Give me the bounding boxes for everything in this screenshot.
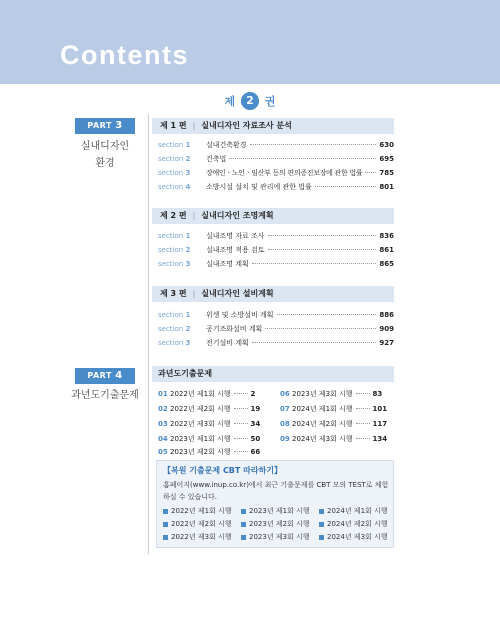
section-label <box>158 258 206 270</box>
exam-item[interactable] <box>158 433 260 445</box>
exam-item[interactable] <box>158 388 255 400</box>
section-title: 건축법 <box>206 155 227 163</box>
bullet-square-icon <box>163 535 168 540</box>
exam-item[interactable] <box>158 418 260 430</box>
leader-dots <box>268 244 377 250</box>
toc-row[interactable] <box>158 153 394 165</box>
cbt-exam-label: 2022년 제3회 시행 <box>171 533 232 541</box>
leader-dots <box>277 309 377 315</box>
part-3-badge <box>75 118 135 134</box>
page-number: 134 <box>372 435 388 443</box>
section-number: 2 <box>185 155 191 163</box>
exam-title: 2022년 제1회 시행 <box>170 390 231 398</box>
exam-title: 2024년 제1회 시행 <box>292 405 353 413</box>
section-label <box>158 181 206 193</box>
section-label <box>158 244 206 256</box>
part-name-line2: 환경 <box>95 158 115 169</box>
exam-number: 01 <box>158 390 168 398</box>
cbt-title: 【복원 기출문제 CBT 따라하기】 <box>163 466 283 475</box>
section-title: 실내조명 자료 조사 <box>206 232 265 240</box>
cbt-info-box <box>156 460 394 548</box>
leader-dots <box>365 167 376 173</box>
page-number: 83 <box>372 390 383 398</box>
leader-dots <box>252 337 377 343</box>
section-title: 장애인ㆍ노인ㆍ임산부 등의 편의증진보장에 관한 법률 <box>206 169 363 177</box>
toc-row[interactable] <box>158 181 394 193</box>
section-number: 4 <box>185 183 191 191</box>
part-name-line1: 과년도기출문제 <box>71 390 139 401</box>
page-number: 695 <box>379 155 394 163</box>
exam-number: 05 <box>158 448 168 456</box>
chapter-label: 제 1 편 <box>160 121 187 130</box>
cbt-exam-link[interactable] <box>319 532 388 542</box>
bullet-square-icon <box>241 535 246 540</box>
cbt-exam-link[interactable] <box>241 532 310 542</box>
bullet-square-icon <box>319 522 324 527</box>
toc-row[interactable] <box>158 244 394 256</box>
leader-dots <box>356 418 370 424</box>
bullet-square-icon <box>241 509 246 514</box>
cbt-exam-label: 2024년 제3회 시행 <box>327 533 388 541</box>
cbt-description: 홈페이지(www.inup.co.kr)에서 최근 기출문제를 CBT 모의 TEST로 체험하실 수 있습니다. <box>163 481 389 501</box>
page-number: 2 <box>250 390 256 398</box>
chapter-label: 제 3 편 <box>160 289 187 298</box>
section-title: 실내조명 계획 <box>206 260 249 268</box>
exams-band: 과년도기출문제 <box>152 366 394 382</box>
exam-item[interactable] <box>280 418 387 430</box>
leader-dots <box>234 433 248 439</box>
toc-row[interactable] <box>158 230 394 242</box>
section-word: section <box>158 183 184 191</box>
bullet-square-icon <box>163 509 168 514</box>
cbt-exam-label: 2022년 제1회 시행 <box>171 507 232 515</box>
exam-item[interactable] <box>280 403 387 415</box>
page-number: 19 <box>250 405 261 413</box>
part-name-line1: 실내디자인 <box>80 141 130 152</box>
chapter-1-band <box>152 118 394 134</box>
cbt-exam-link[interactable] <box>163 506 232 516</box>
page-number: 630 <box>379 141 394 149</box>
page-number: 50 <box>250 435 261 443</box>
chapter-2-band <box>152 208 394 224</box>
part-number: 4 <box>115 370 123 381</box>
leader-dots <box>234 418 248 424</box>
toc-row[interactable] <box>158 139 394 151</box>
page-number: 66 <box>250 448 261 456</box>
toc-row[interactable] <box>158 167 394 179</box>
leader-dots <box>234 403 248 409</box>
page-number: 785 <box>379 169 394 177</box>
part-label: PART <box>87 371 112 380</box>
cbt-exam-link[interactable] <box>319 519 388 529</box>
section-title: 전기설비 계획 <box>206 339 249 347</box>
leader-dots <box>234 388 248 394</box>
exam-title: 2024년 제2회 시행 <box>292 420 353 428</box>
leader-dots <box>265 323 376 329</box>
exam-item[interactable] <box>158 403 260 415</box>
leader-dots <box>229 153 376 159</box>
section-label <box>158 337 206 349</box>
header-banner <box>0 0 500 84</box>
part-4-badge <box>75 368 135 384</box>
page-number: 861 <box>379 246 394 254</box>
toc-row[interactable] <box>158 309 394 321</box>
section-number: 1 <box>185 232 191 240</box>
section-word: section <box>158 325 184 333</box>
exam-number: 06 <box>280 390 290 398</box>
leader-dots <box>268 230 377 236</box>
exam-title: 2023년 제2회 시행 <box>170 448 231 456</box>
leader-dots <box>250 139 377 145</box>
section-label <box>158 230 206 242</box>
section-number: 2 <box>185 325 191 333</box>
section-title: 소방시설 설치 및 관리에 관한 법률 <box>206 183 312 191</box>
cbt-exam-label: 2024년 제1회 시행 <box>327 507 388 515</box>
part-4-name <box>60 387 150 404</box>
page-number: 909 <box>379 325 394 333</box>
cbt-exam-label: 2024년 제2회 시행 <box>327 520 388 528</box>
cbt-exam-link[interactable] <box>241 506 310 516</box>
section-title: 위생 및 소방설비 계획 <box>206 311 274 319</box>
section-number: 2 <box>185 246 191 254</box>
exam-number: 02 <box>158 405 168 413</box>
cbt-exam-link[interactable] <box>163 519 232 529</box>
section-label <box>158 309 206 321</box>
cbt-exam-label: 2023년 제2회 시행 <box>249 520 310 528</box>
chapter-separator: | <box>192 121 196 130</box>
section-word: section <box>158 169 184 177</box>
chapter-title: 실내디자인 조명계획 <box>201 211 274 220</box>
section-number: 3 <box>185 260 191 268</box>
section-number: 3 <box>185 169 191 177</box>
section-word: section <box>158 339 184 347</box>
page-number: 927 <box>379 339 394 347</box>
exam-title: 2022년 제2회 시행 <box>170 405 231 413</box>
leader-dots <box>356 403 370 409</box>
toc-row[interactable] <box>158 337 394 349</box>
volume-number-badge: 2 <box>241 92 259 110</box>
exam-number: 09 <box>280 435 290 443</box>
exam-title: 2023년 제1회 시행 <box>170 435 231 443</box>
page-number: 836 <box>379 232 394 240</box>
section-word: section <box>158 155 184 163</box>
page-number: 865 <box>379 260 394 268</box>
exam-number: 03 <box>158 420 168 428</box>
leader-dots <box>315 181 377 187</box>
exam-number: 08 <box>280 420 290 428</box>
cbt-exam-link[interactable] <box>163 532 232 542</box>
toc-row[interactable] <box>158 323 394 335</box>
section-word: section <box>158 246 184 254</box>
volume-prefix: 제 <box>224 95 236 108</box>
page-number: 101 <box>372 405 388 413</box>
section-title: 실내건축환경 <box>206 141 247 149</box>
part-label: PART <box>87 121 112 130</box>
section-title: 실내조명 적용 검토 <box>206 246 265 254</box>
chapter-3-band <box>152 286 394 302</box>
exam-title: 2023년 제3회 시행 <box>292 390 353 398</box>
leader-dots <box>356 433 370 439</box>
exam-title: 2024년 제3회 시행 <box>292 435 353 443</box>
section-label <box>158 323 206 335</box>
cbt-exam-label: 2023년 제1회 시행 <box>249 507 310 515</box>
section-number: 1 <box>185 141 191 149</box>
section-number: 1 <box>185 311 191 319</box>
divider-line <box>148 114 149 554</box>
cbt-exam-link[interactable] <box>241 519 310 529</box>
section-number: 3 <box>185 339 191 347</box>
section-word: section <box>158 141 184 149</box>
exam-number: 07 <box>280 405 290 413</box>
bullet-square-icon <box>241 522 246 527</box>
exam-item[interactable] <box>280 388 382 400</box>
exam-number: 04 <box>158 435 168 443</box>
chapter-label: 제 2 편 <box>160 211 187 220</box>
exam-title: 2022년 제3회 시행 <box>170 420 231 428</box>
volume-suffix: 권 <box>264 95 276 108</box>
section-title: 공기조화설비 계획 <box>206 325 263 333</box>
chapter-separator: | <box>192 289 196 298</box>
section-label <box>158 139 206 151</box>
section-label <box>158 153 206 165</box>
part-3-name <box>60 138 150 172</box>
page-number: 117 <box>372 420 388 428</box>
section-label <box>158 167 206 179</box>
bullet-square-icon <box>319 535 324 540</box>
bullet-square-icon <box>163 522 168 527</box>
exam-item[interactable] <box>158 446 260 458</box>
cbt-exam-label: 2023년 제3회 시행 <box>249 533 310 541</box>
toc-row[interactable] <box>158 258 394 270</box>
bullet-square-icon <box>319 509 324 514</box>
chapter-separator: | <box>192 211 196 220</box>
exam-item[interactable] <box>280 433 387 445</box>
cbt-exam-link[interactable] <box>319 506 388 516</box>
cbt-exam-label: 2022년 제2회 시행 <box>171 520 232 528</box>
section-word: section <box>158 260 184 268</box>
leader-dots <box>252 258 377 264</box>
section-word: section <box>158 311 184 319</box>
section-word: section <box>158 232 184 240</box>
page-title: Contents <box>60 40 189 70</box>
leader-dots <box>356 388 370 394</box>
part-number: 3 <box>115 120 123 131</box>
page-number: 801 <box>379 183 394 191</box>
page-number: 886 <box>379 311 394 319</box>
leader-dots <box>234 446 248 452</box>
chapter-title: 실내디자인 자료조사 분석 <box>201 121 292 130</box>
volume-label <box>0 92 500 110</box>
page-number: 34 <box>250 420 261 428</box>
chapter-title: 실내디자인 설비계획 <box>201 289 274 298</box>
